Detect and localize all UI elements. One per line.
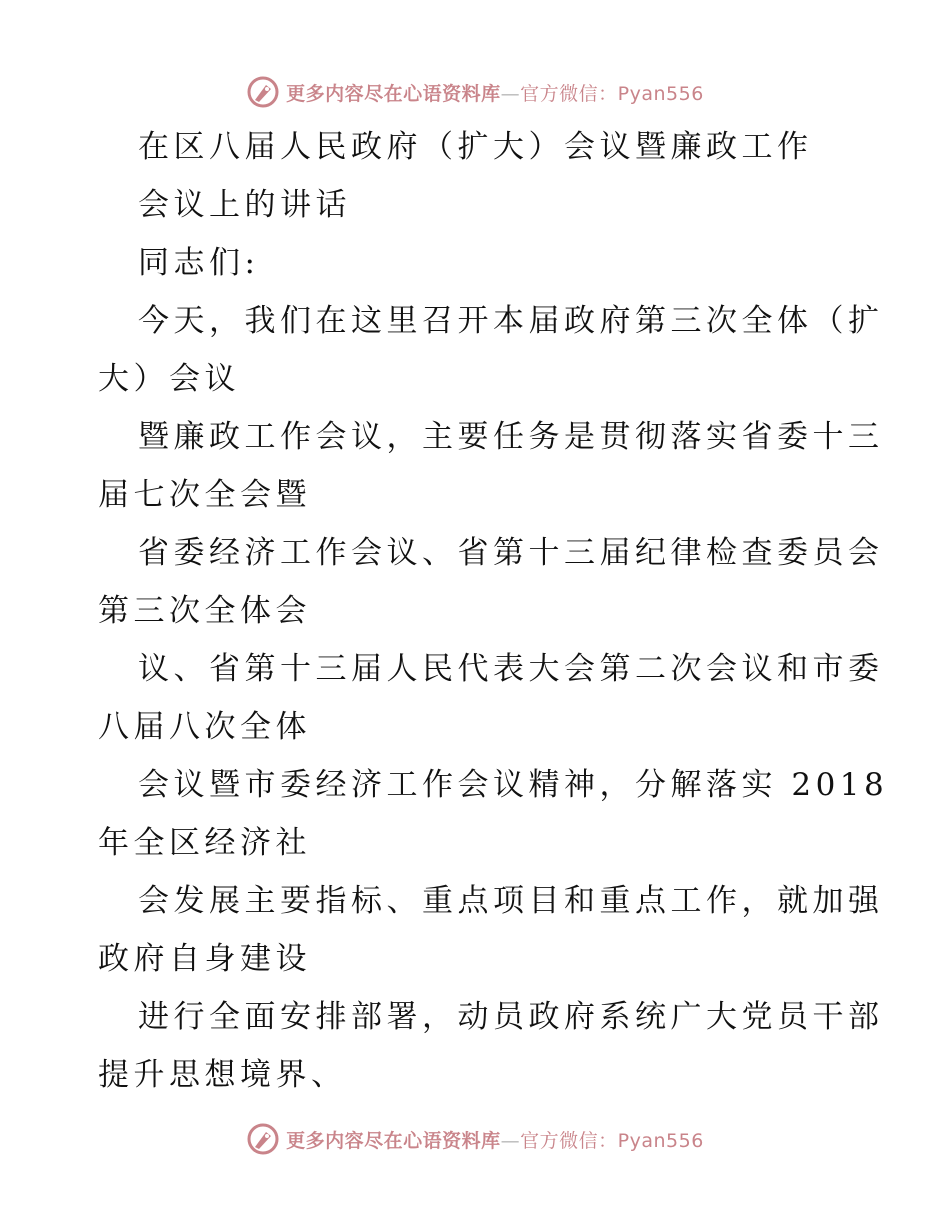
text-line: 在区八届人民政府（扩大）会议暨廉政工作 <box>138 129 813 165</box>
header-banner-content <box>246 75 704 109</box>
banner-contact-text: 官方微信：Pyan556 <box>520 82 704 105</box>
text-line: 届七次全会暨 <box>98 477 311 513</box>
footer-banner <box>0 1119 950 1159</box>
text-line: 会议上的讲话 <box>138 187 351 223</box>
header-banner <box>0 72 950 112</box>
text-line: 提升思想境界、 <box>98 1057 347 1093</box>
banner-text <box>286 79 704 106</box>
text-line: 政府自身建设 <box>98 941 311 977</box>
text-line: 第三次全体会 <box>98 593 311 629</box>
text-line: 议、省第十三届人民代表大会第二次会议和市委 <box>138 651 884 687</box>
banner-brand-text: 更多内容尽在心语资料库 <box>286 1129 501 1152</box>
text-line: 省委经济工作会议、省第十三届纪律检查委员会 <box>138 535 884 571</box>
text-line: 进行全面安排部署，动员政府系统广大党员干部 <box>138 999 884 1035</box>
banner-brand-text: 更多内容尽在心语资料库 <box>286 82 501 105</box>
banner-dash: — <box>500 1129 521 1152</box>
document-body <box>98 118 889 1104</box>
footer-banner-content <box>246 1122 704 1156</box>
text-line: 会发展主要指标、重点项目和重点工作，就加强 <box>138 883 884 919</box>
text-line: 八届八次全体 <box>98 709 311 745</box>
text-line: 大）会议 <box>98 361 240 397</box>
pen-nib-circle-icon <box>246 1122 280 1156</box>
text-line: 同志们: <box>138 245 260 281</box>
banner-contact-text: 官方微信：Pyan556 <box>520 1129 704 1152</box>
text-line: 暨廉政工作会议，主要任务是贯彻落实省委十三 <box>138 419 884 455</box>
banner-text <box>286 1126 704 1153</box>
text-line: 今天，我们在这里召开本届政府第三次全体（扩 <box>138 303 884 339</box>
pen-nib-circle-icon <box>246 75 280 109</box>
text-line: 会议暨市委经济工作会议精神，分解落实 2018 <box>138 767 889 803</box>
text-line: 年全区经济社 <box>98 825 311 861</box>
banner-dash: — <box>500 82 521 105</box>
